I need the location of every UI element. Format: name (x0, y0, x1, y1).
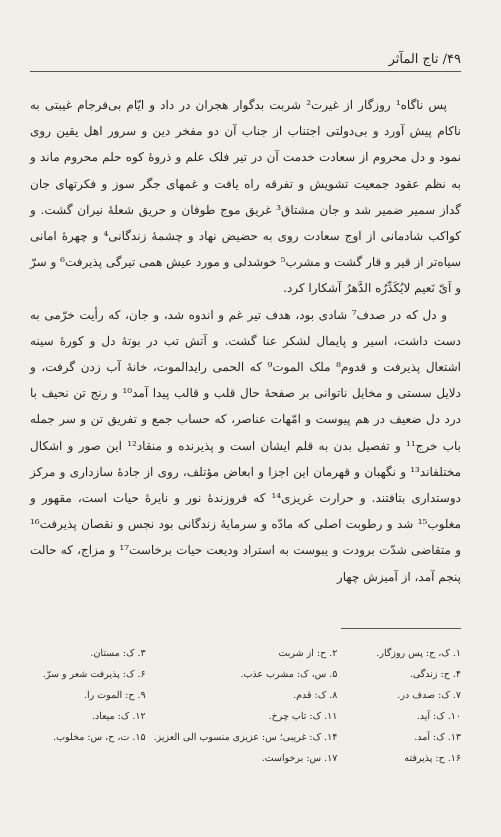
footnotes (30, 643, 461, 769)
footnote: ۱۳. ک: آمد. (414, 732, 461, 743)
footnote: ۵. س، ک: مشرب عذب. (240, 669, 338, 680)
main-text (30, 92, 461, 590)
footnote: ۹. ح: الموت را. (83, 690, 146, 701)
footnote: ۱. ک، ح: پس روزگار. (376, 648, 461, 659)
footnote: ۴. ح: زندگی. (409, 669, 461, 680)
footnote: ۱۶. ح: پذیرفته (404, 753, 461, 764)
footnote: ۸. ک: قدم. (293, 690, 338, 701)
footnote: ۷. ک: صدف در. (397, 690, 461, 701)
footnote: ۳. ک: مستان. (90, 648, 146, 659)
footnote-separator (341, 628, 461, 629)
footnote: ۱۴. ک: غریبی؛ س: عزیزی منسوب الی العزیز. (153, 732, 338, 743)
footnote: ۶. ک: پذیرفت شعر و سرّ. (42, 669, 146, 680)
header-rule (30, 71, 461, 72)
footnote: ۱۵. ت، ح، س: مخلوب. (53, 732, 146, 743)
paragraph: پس ناگاه¹ روزگار از غیرت² شربت بدگوار هجران در داد و ایّام بی‌فرجام غیبتی به ناکام پیش آورد و بی‌دولتی اجتناب از جناب آن دو مفخر دین و سرور اهل یقین روی نمود و دل محروم از سعادت خدمت آن در تیر فلک علم و ذروهٔ کوه حلم محروم ماند و به نظم عقود جمعیت تشویش و تفرقه راه یافت و غمهای جگر سوز و فکرتهای جان گداز سمیر ضمیر شد و جان مشتاق³ غریق موج طوفان و حریق شعلهٔ نیران گشت. و کواکب شادمانی از اوج سعادت روی به حضیض نهاد و چشمهٔ زندگانی⁴ و چهرهٔ امانی سیاه‌تر از قیر و قار گشت و مشرب⁵ خوشدلی و مورد عیش همی تیرگی پذیرفت⁶ و سرّ و اَیّ نَعیم لایُکَدِّرُه الدَّهرُ آشکارا کرد. (30, 98, 462, 296)
footnote: ۱۲. ک: میعاد. (91, 711, 146, 722)
footnote: ۲. ح: از شربت (278, 648, 338, 659)
paragraph: و دل که در صدف⁷ شادی بود، هدف تیر غم و اندوه شد، و جان، که رأیت خرّمی به دست داشت، اسیر و پایمال لشکر عنا گشت. و آتش تب در بوتهٔ دل و کورهٔ سینه اشتعال پذیرفت و قدوم⁸ ملک الموت⁹ که الحمی رایدالموت، خانهٔ آب زدن گرفت، و دلایل سستی و مخایل ناتوانی بر صفحهٔ حال قلب و قالب پیدا آمد¹⁰ و رنج تن نحیف با درد دل ضعیف در هم پیوست و امّهات عناصر، که حساب جمع و تفریق تن و سر جمله باب خرج¹¹ و تفصیل بدن به قلم ایشان است و پذیرنده و منقاد¹² این صور و اشکال مختلفاند¹³ و نگهبان و قهرمان این اجزا و ابعاض مؤتلف، روی از جادهٔ سازداری و مرکز دوستداری بتافتند. و حرارت غریزی¹⁴ که فروزندهٔ نور و نایرهٔ حیات است، مقهور و مغلوب¹⁵ شد و رطوبت اصلی که مادّه و سرمایهٔ زندگانی بود نجس و نقصان پذیرفت¹⁶ و متقاضی شدّت برودت و یبوست به استراد ودیعت حیات برخاست¹⁷ و مزاج، که حالت پنجم آمد، از آمیزش چهار (30, 307, 461, 584)
page-number-and-title: ۴۹/ تاج المآثر (388, 52, 461, 67)
footnote: ۱۰. ک: آید. (416, 711, 461, 722)
footnote: ۱۷. س: برخواست. (261, 753, 338, 764)
running-header (30, 52, 461, 68)
footnote: ۱۱. ک: تاب چرخ. (268, 711, 338, 722)
